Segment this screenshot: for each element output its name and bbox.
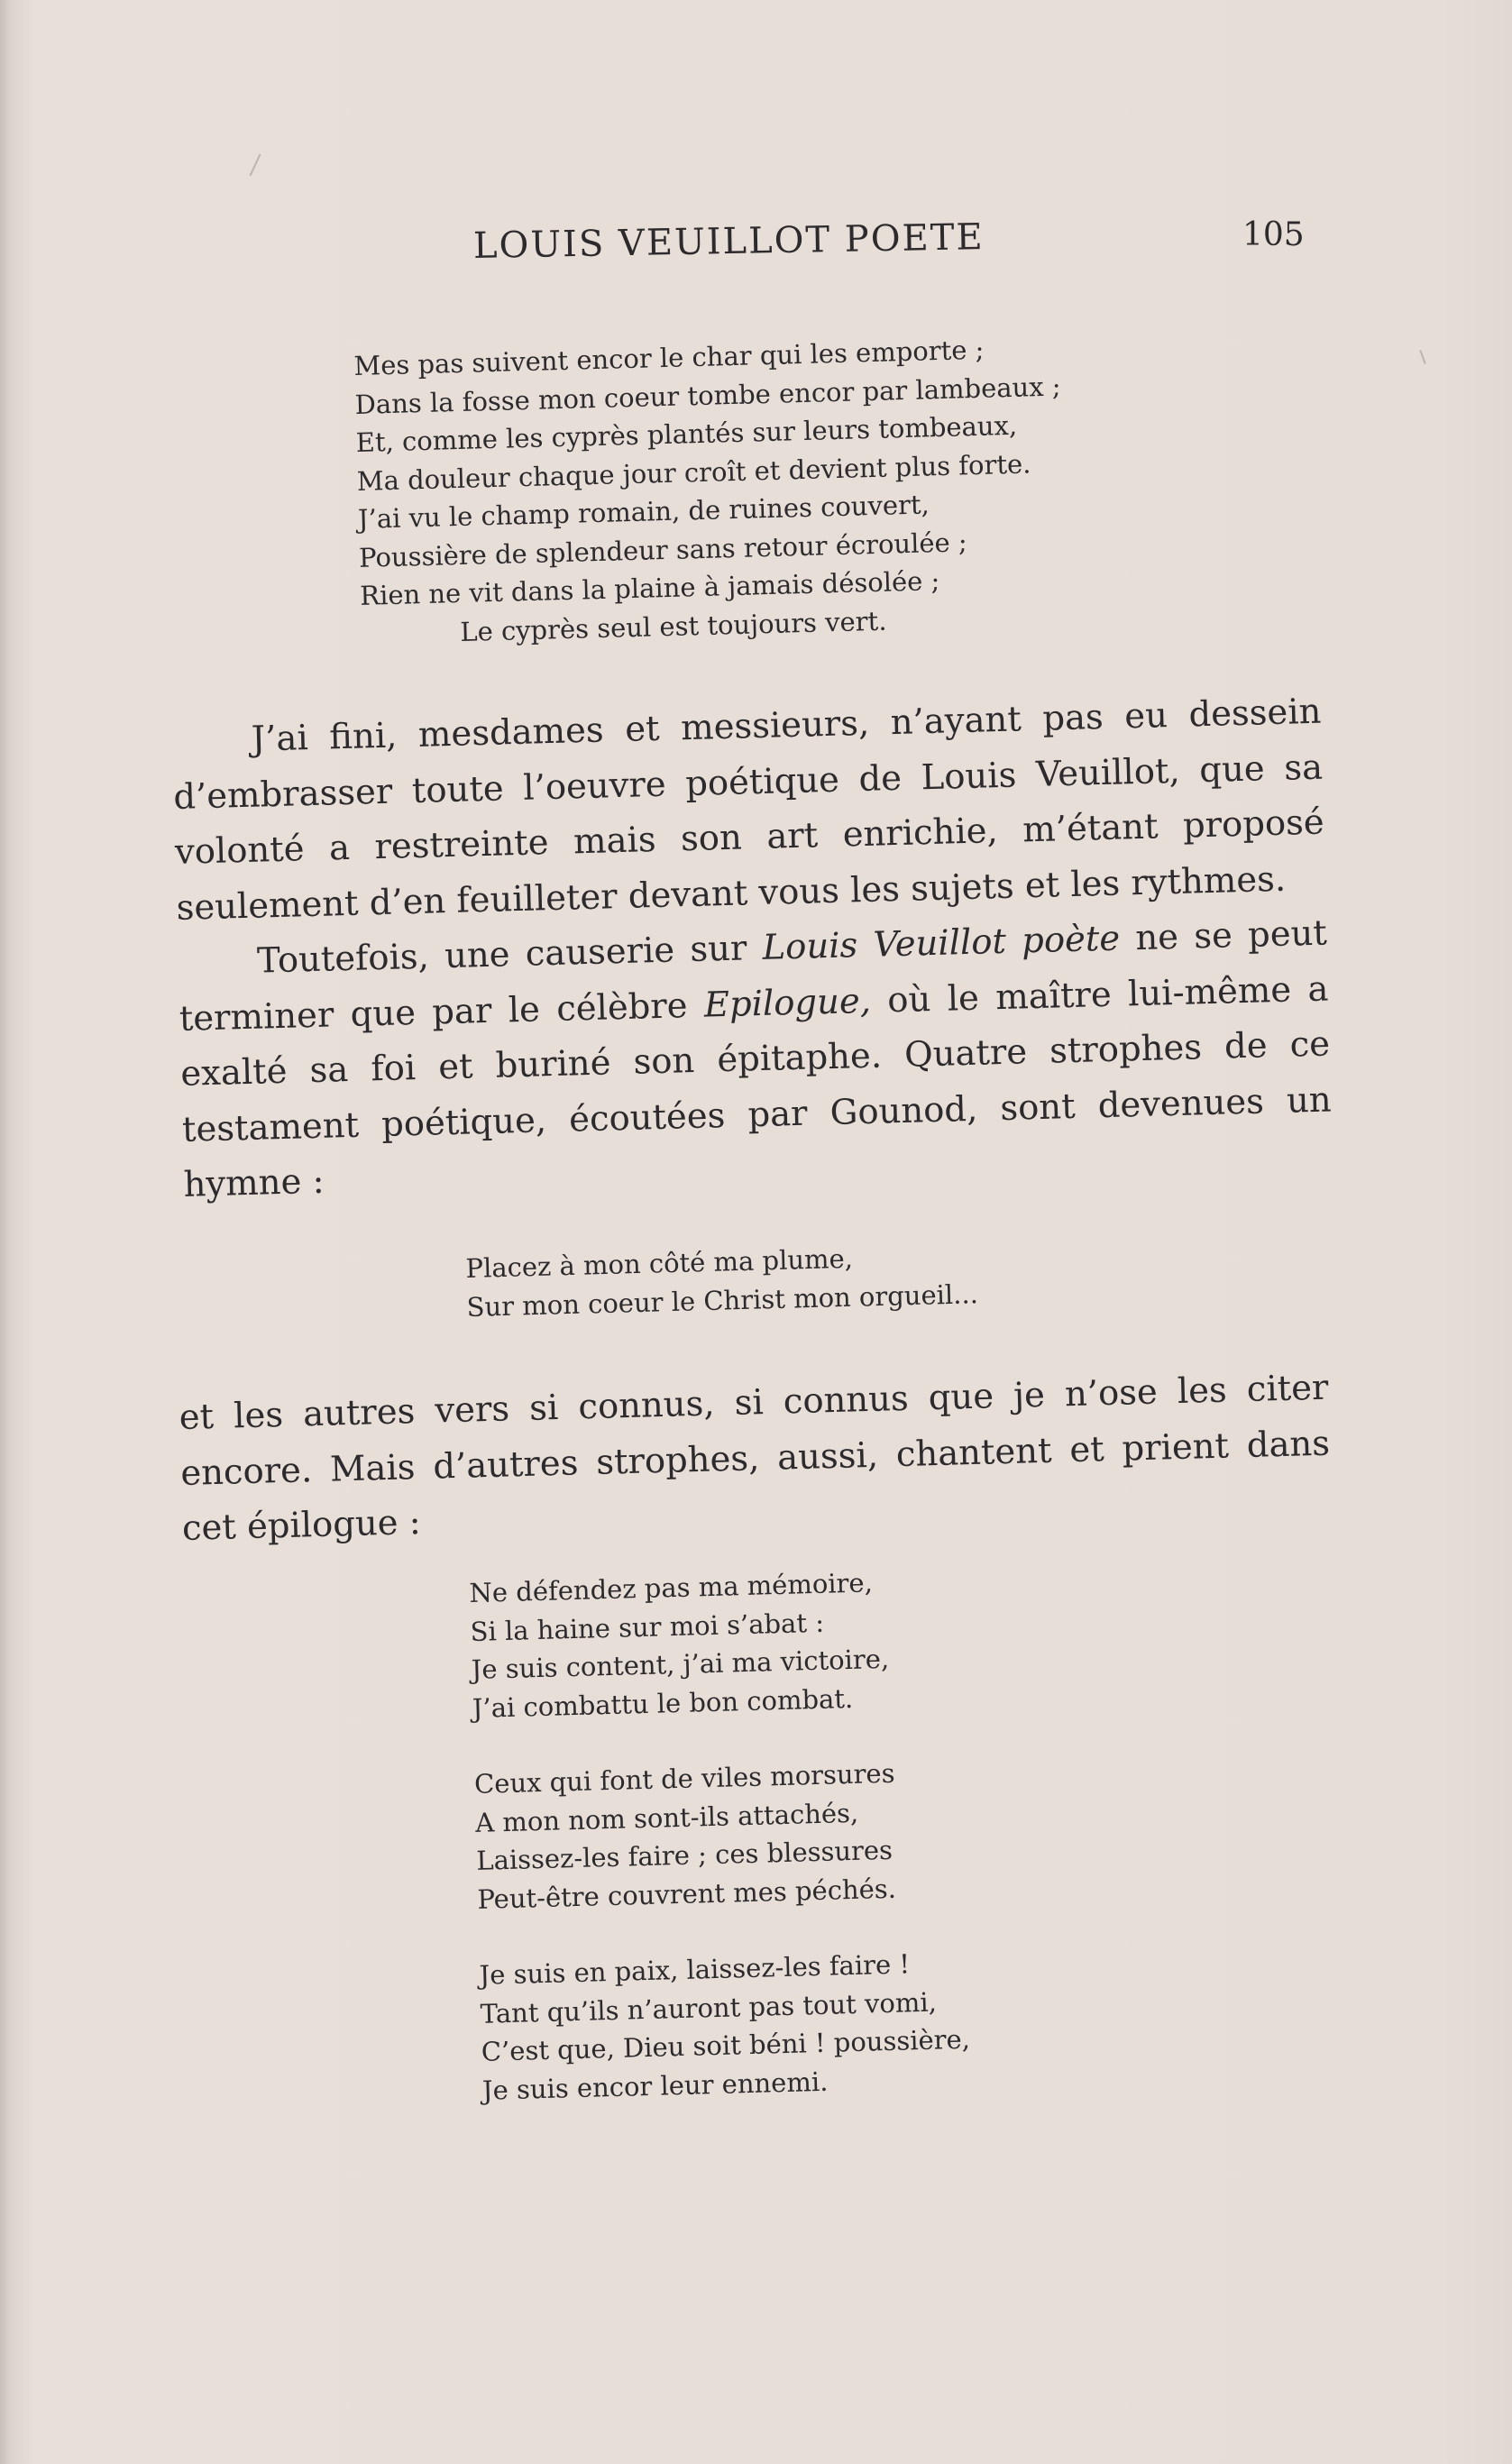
italic-title: Epilogue, bbox=[703, 980, 872, 1026]
italic-title: Louis Veuillot poète bbox=[762, 918, 1121, 968]
verse-line: Peut-être couvrent mes péchés. bbox=[476, 1873, 897, 1915]
verse-line: Ne défendez pas ma mémoire, bbox=[469, 1567, 874, 1608]
prose-block-1 bbox=[171, 684, 1333, 1214]
verse-line: Sur mon coeur le Christ mon orgueil... bbox=[466, 1278, 979, 1323]
verse-line: Dans la fosse mon coeur tombe encor par lambeaux ; bbox=[354, 370, 1061, 420]
paragraph-conclusion: J’ai fini, mesdames et messieurs, n’ayant pas eu dessein d’embrasser toute l’oeuvre poétique de Louis Veuillot, que sa volonté a restreinte mais son art enrichie, m’étant proposé seulement d’en feuilleter devant vous les sujets et les rythmes. bbox=[172, 691, 1325, 929]
verse-line: Laissez-les faire ; ces blessures bbox=[475, 1834, 893, 1876]
running-head bbox=[0, 216, 1512, 279]
verse-line: Je suis en paix, laissez-les faire ! bbox=[479, 1948, 911, 1991]
paragraph-text: Toutefois, une causerie sur bbox=[256, 927, 764, 982]
verse-line: A mon nom sont-ils attachés, bbox=[474, 1797, 859, 1838]
paragraph-epilogue bbox=[177, 906, 1333, 1214]
verse-line: J’ai combattu le bon combat. bbox=[472, 1682, 854, 1724]
verse-line: Rien ne vit dans la plaine à jamais désolée ; bbox=[359, 565, 940, 611]
verse-line: Ma douleur chaque jour croît et devient plus forte. bbox=[356, 447, 1031, 497]
verse-block-1 bbox=[353, 328, 1068, 653]
verse-line: Je suis encor leur ennemi. bbox=[481, 2066, 829, 2106]
page-number: 105 bbox=[1242, 216, 1305, 253]
verse-line: Et, comme les cyprès plantés sur leurs tombeaux, bbox=[355, 409, 1018, 458]
verse-line: Ceux qui font de viles morsures bbox=[473, 1757, 895, 1800]
verse-line: Je suis content, j’ai ma victoire, bbox=[471, 1643, 890, 1685]
paragraph-text: où le maître lui-même a exalté sa foi et buriné son épitaphe. Quatre strophes de ce testament poétique, écoutées par Gounod, sont devenues un hymne : bbox=[179, 968, 1333, 1205]
verse-line: J’ai vu le champ romain, de ruines couvert, bbox=[357, 489, 930, 535]
running-title: LOUIS VEUILLOT POETE bbox=[472, 216, 985, 267]
verse-line: C’est que, Dieu soit béni ! poussière, bbox=[481, 2023, 971, 2067]
prose-block-2 bbox=[179, 1360, 1332, 1557]
verse-line: Le cyprès seul est toujours vert. bbox=[459, 605, 887, 647]
verse-line: Placez à mon côté ma plume, bbox=[465, 1242, 854, 1284]
verse-line: Tant qu’ils n’auront pas tout vomi, bbox=[480, 1986, 938, 2029]
verse-block-3 bbox=[469, 1562, 972, 2110]
verse-line: Poussière de splendeur sans retour écroulée ; bbox=[358, 526, 968, 573]
verse-line: Mes pas suivent encor le char qui les emporte ; bbox=[353, 334, 985, 381]
pencil-mark bbox=[1419, 350, 1425, 364]
verse-block-2 bbox=[465, 1236, 978, 1326]
stanza bbox=[479, 1944, 971, 2110]
paragraph-text: ne se peut terminer que par le célèbre bbox=[179, 912, 1328, 1040]
pencil-mark bbox=[250, 154, 261, 176]
verse-line: Si la haine sur moi s’abat : bbox=[470, 1607, 825, 1647]
stanza bbox=[469, 1562, 961, 1727]
stanza bbox=[474, 1753, 967, 1919]
paragraph-continuation: et les autres vers si connus, si connus que je n’ose les citer encore. Mais d’autres strophes, aussi, chantent et prient dans cet épilogue : bbox=[179, 1367, 1331, 1549]
